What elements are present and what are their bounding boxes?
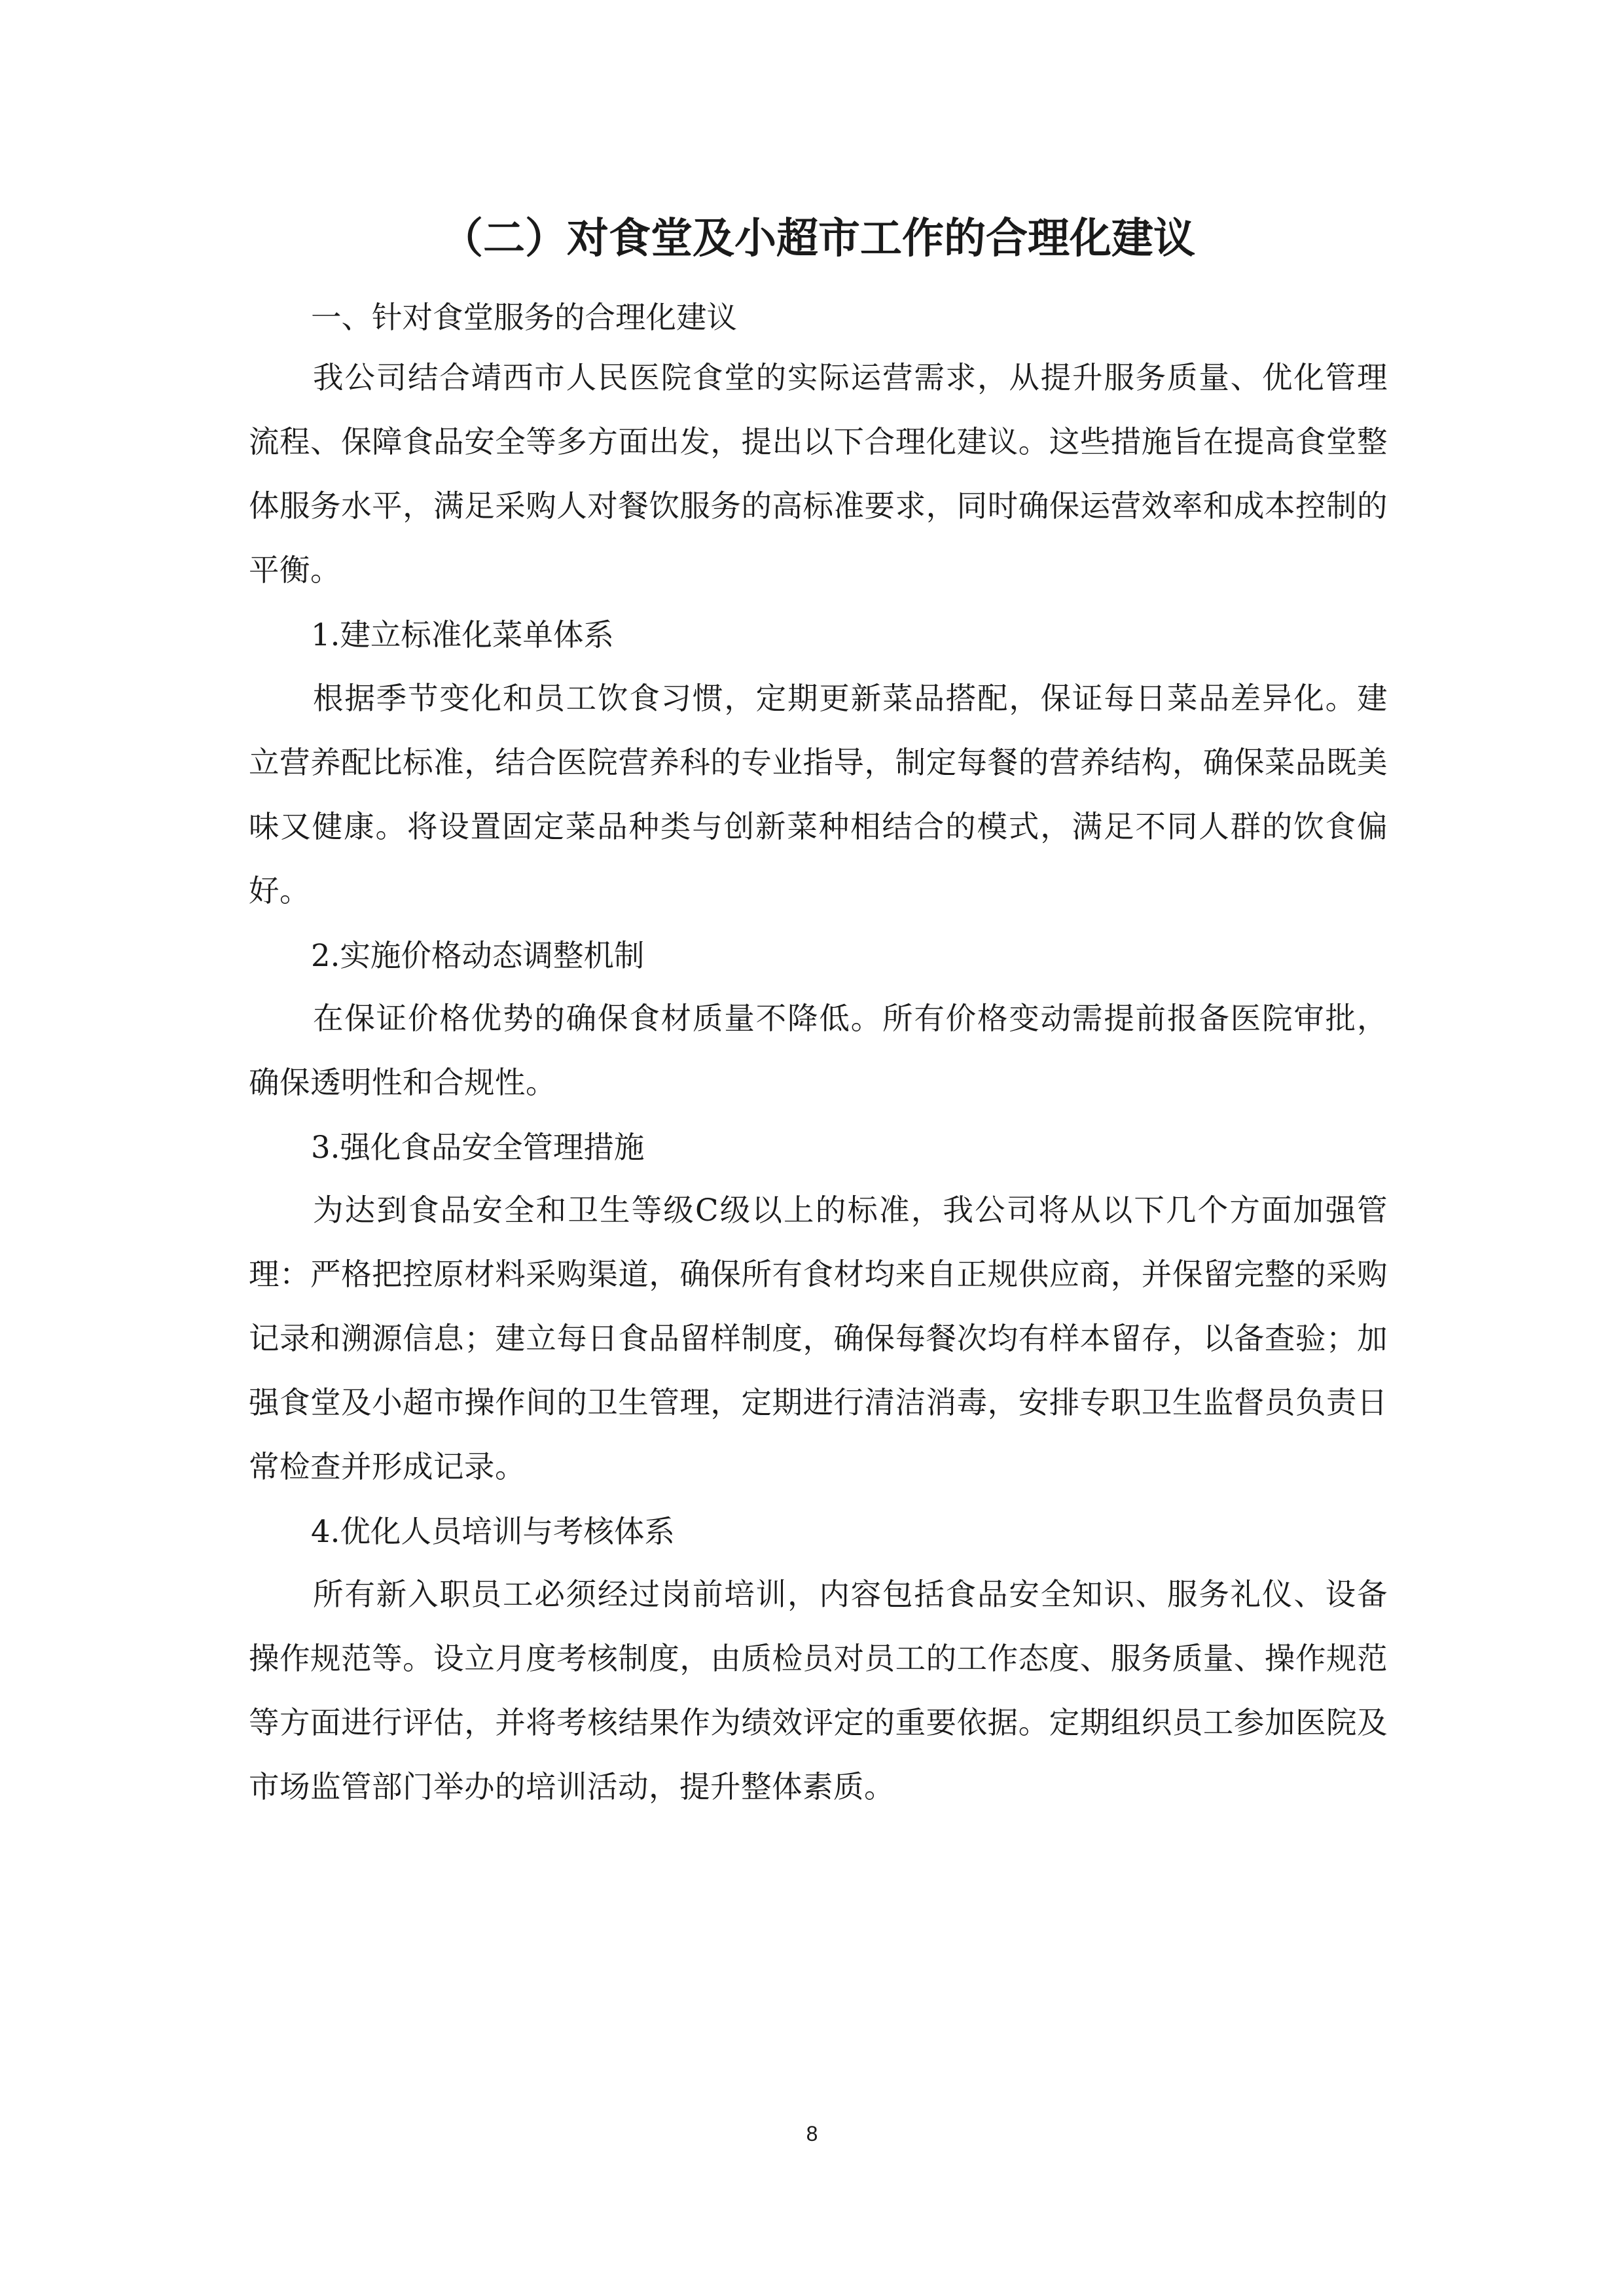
page-title: （二）对食堂及小超市工作的合理化建议 [441, 215, 1195, 263]
item-2-heading: 2.实施价格动态调整机制 [311, 938, 645, 973]
item-4-heading: 4.优化人员培训与考核体系 [311, 1514, 675, 1549]
page-number: 8 [806, 2122, 818, 2145]
item-1-heading: 1.建立标准化菜单体系 [311, 617, 614, 653]
item-2-paragraph: 在保证价格优势的确保食材质量不降低。所有价格变动需提前报备医院审批，确保透明性和合规性。 [249, 1001, 1388, 1100]
intro-paragraph: 我公司结合靖西市人民医院食堂的实际运营需求，从提升服务质量、优化管理流程、保障食品安全等多方面出发，提出以下合理化建议。这些措施旨在提高食堂整体服务水平，满足采购人对餐饮服务的高标准要求，同时确保运营效率和成本控制的平衡。 [249, 360, 1388, 588]
item-1-paragraph: 根据季节变化和员工饮食习惯，定期更新菜品搭配，保证每日菜品差异化。建立营养配比标准，结合医院营养科的专业指导，制定每餐的营养结构，确保菜品既美味又健康。将设置固定菜品种类与创新菜种相结合的模式，满足不同人群的饮食偏好。 [249, 681, 1388, 908]
section-heading: 一、针对食堂服务的合理化建议 [311, 300, 737, 335]
item-4-paragraph: 所有新入职员工必须经过岗前培训，内容包括食品安全知识、服务礼仪、设备操作规范等。设立月度考核制度，由质检员对员工的工作态度、服务质量、操作规范等方面进行评估，并将考核结果作为绩效评定的重要依据。定期组织员工参加医院及市场监管部门举办的培训活动，提升整体素质。 [249, 1577, 1388, 1804]
item-3-heading: 3.强化食品安全管理措施 [311, 1130, 645, 1165]
item-3-paragraph: 为达到食品安全和卫生等级C级以上的标准，我公司将从以下几个方面加强管理：严格把控原材料采购渠道，确保所有食材均来自正规供应商，并保留完整的采购记录和溯源信息；建立每日食品留样制度，确保每餐次均有样本留存，以备查验；加强食堂及小超市操作间的卫生管理，定期进行清洁消毒，安排专职卫生监督员负责日常检查并形成记录。 [249, 1193, 1388, 1484]
